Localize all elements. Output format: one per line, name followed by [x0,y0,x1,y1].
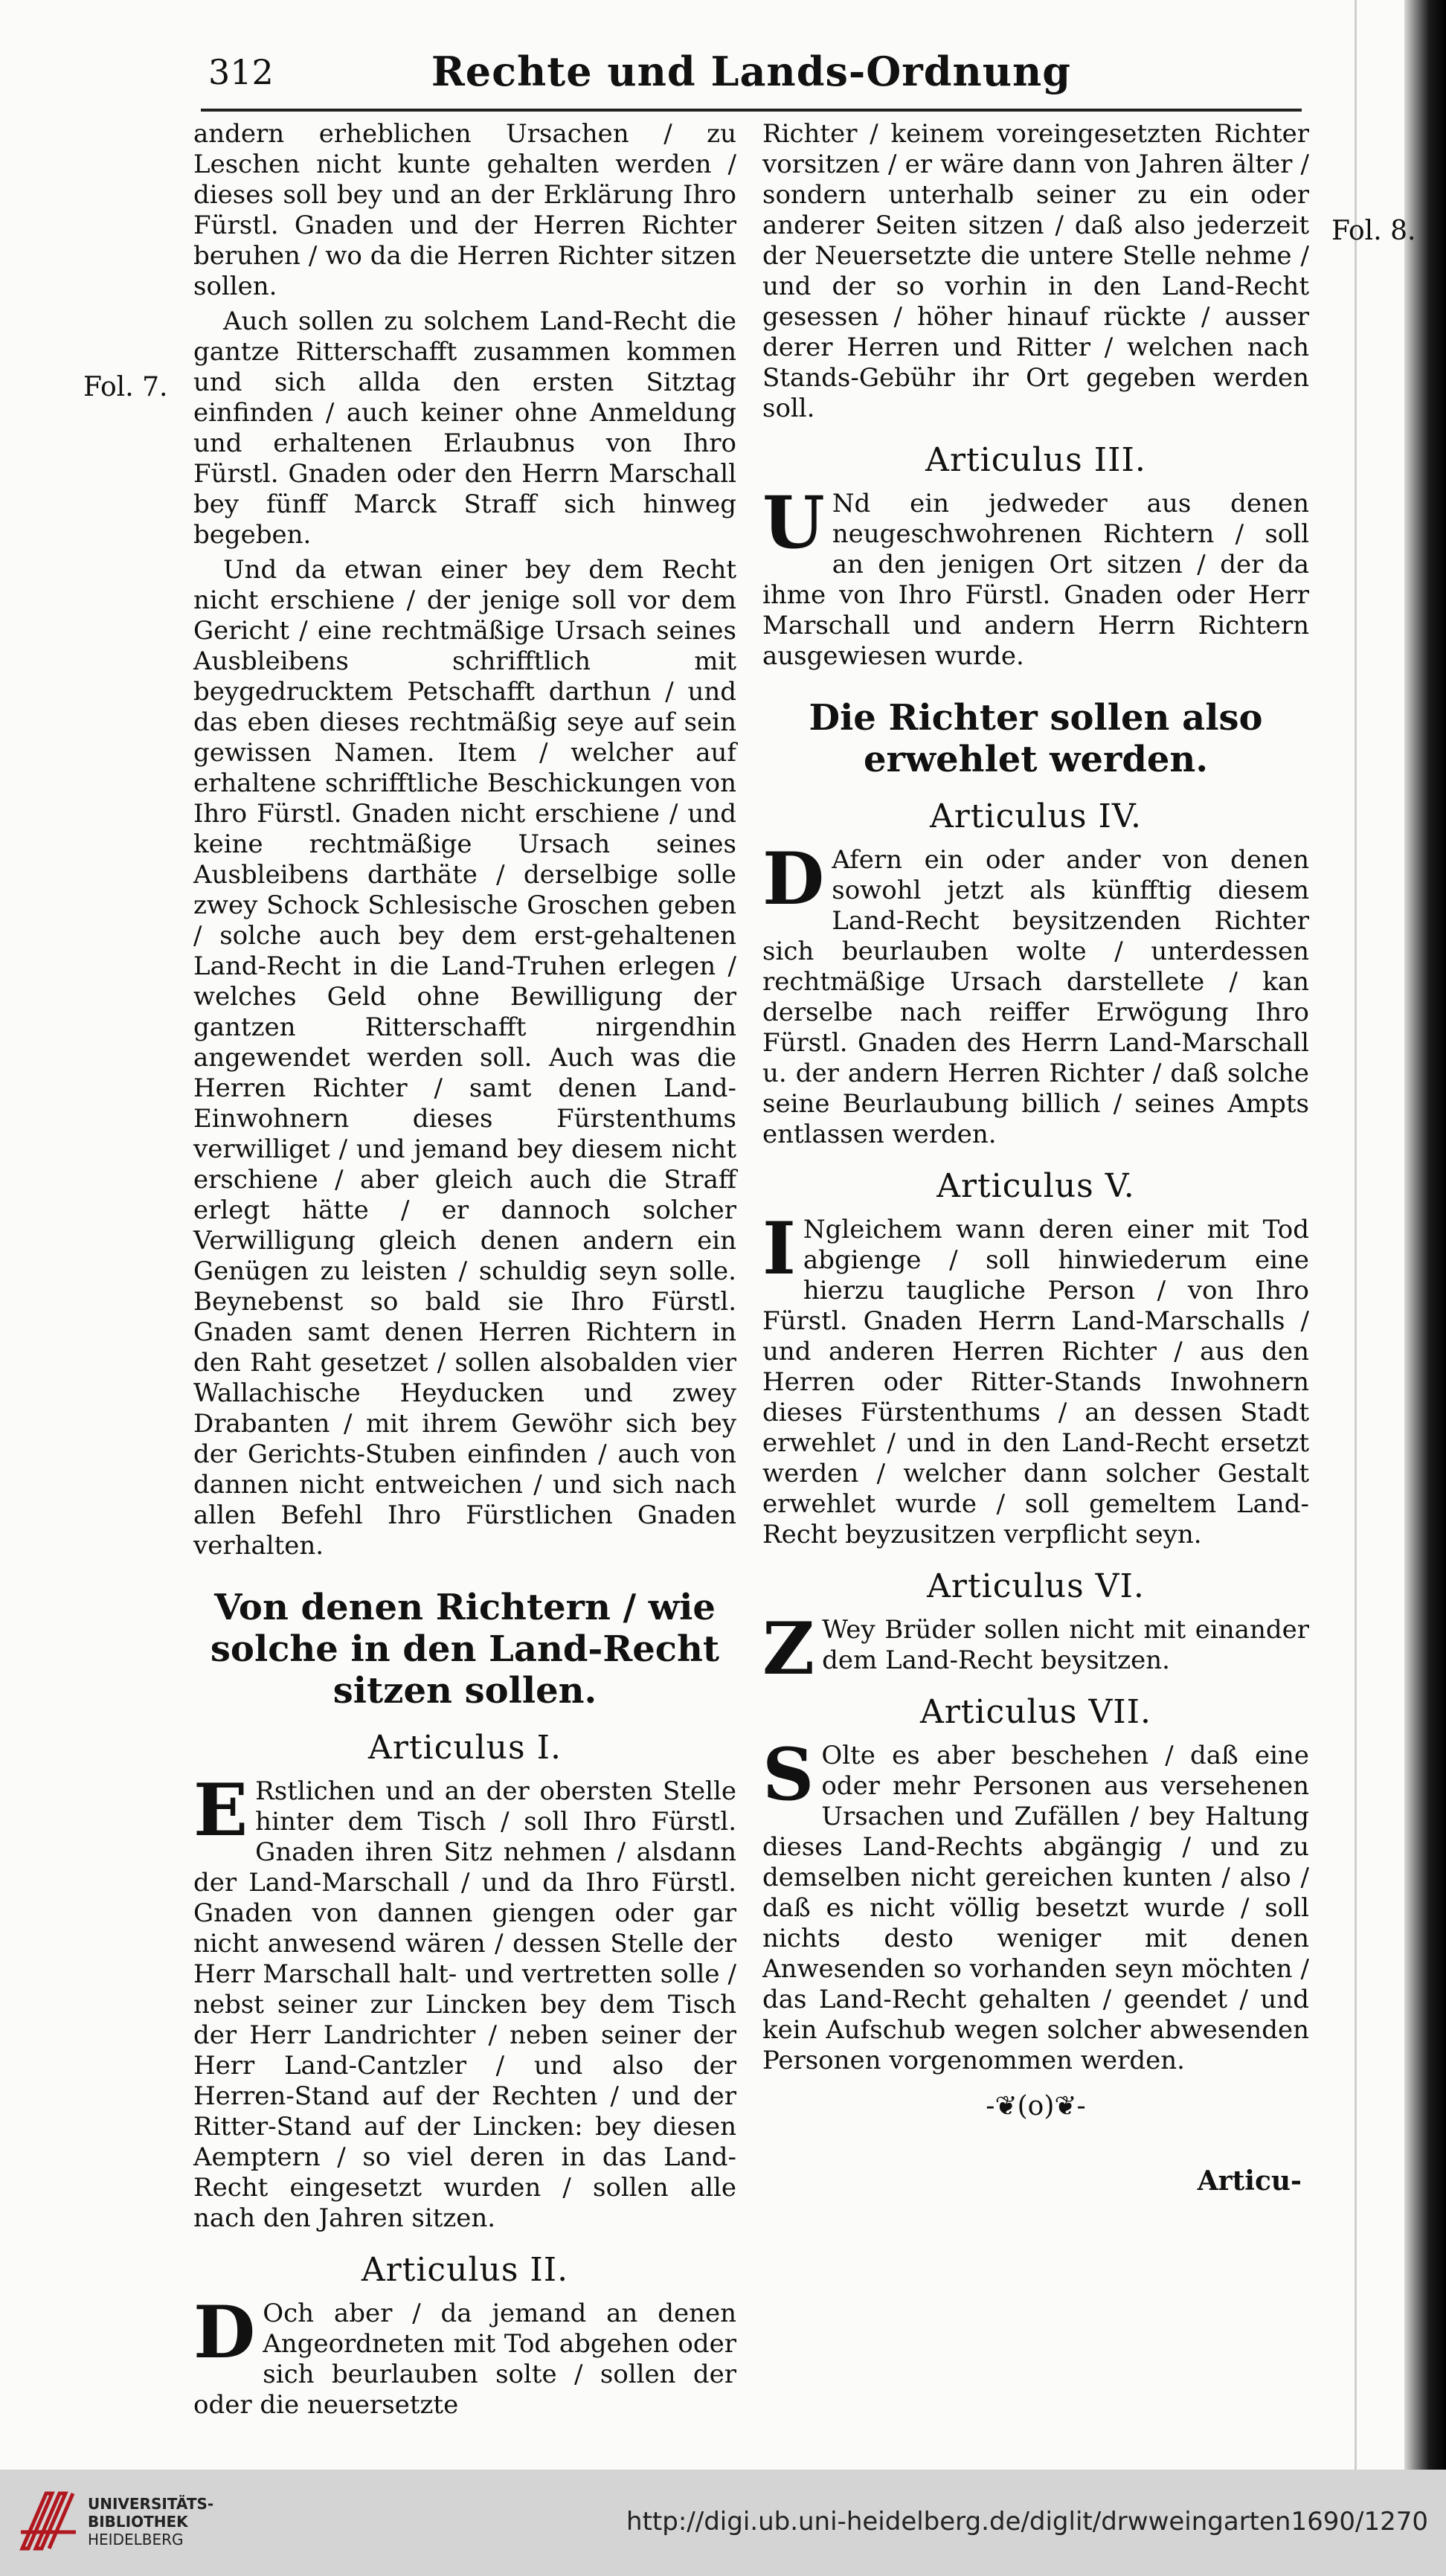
article-heading: Articulus III. [925,441,1146,479]
article-text [762,481,1309,672]
ornament: -❦(o)❦- [986,2091,1086,2121]
paragraph: Und da etwan einer bey dem Recht nicht erschiene / der jenige soll vor dem Gericht / eine rechtmäßige Ursach seines Ausbleibens schrifftlich mit beygedrucktem Petschafft darthun / und das eben dieses rechtmäßig seye auf sein gewissen Namen. Item / welcher auf erhaltene schrifftliche Beschickungen von Ihro Fürstl. Gnaden nicht erschiene / und keine rechtmäßige Ursach seines Ausbleibens darthäte / derselbige solle zwey Schock Schlesische Groschen geben / solche auch bey dem erst-gehaltenen Land-Recht in die Land-Truhen erlegen / welches Geld ohne Bewilligung der gantzen Ritterschafft nirgendhin angewendet werden soll. Auch was die Herren Richter / samt denen Land-Einwohnern dieses Fürstenthums verwilliget / und jemand bey diesem nicht erschiene / aber gleich auch die Straff erlegt hätte / er dannoch solcher Verwilligung gleich denen andern ein Genügen zu leisten / schuldig seyn solle. Beynebenst so bald sie Ihro Fürstl. Gnaden samt denen Herren Richtern in den Raht gesetzet / sollen alsobalden vier Wallachische Heyducken und zwey Drabanten / mit ihrem Gewöhr sich bey der Gerichts-Stuben einfinden / auch von dannen nicht entweichen / und sich nach allen Befehl Ihro Fürstlichen Gnaden verhalten. [193,555,736,1561]
article-heading: Articulus IV. [930,797,1142,835]
article-heading: Articulus I. [368,1729,562,1767]
logo-text-line: BIBLIOTHEK [88,2513,188,2531]
article-body: Afern ein oder ander von denen sowohl jetzt als künfftig diesem Land-Recht beysitzenden Richter sich beurlauben wolte / unterdessen rechtmäßige Ursach darstellete / kan derselbe nach reiffer Erwögung Ihro Fürstl. Gnaden des Herrn Land-Marschall u. der andern Herren Richter / daß solche seine Beurlaubung billich / seines Ampts entlassen werden. [762,845,1309,1149]
article-body: Olte es aber beschehen / daß eine oder mehr Personen aus versehenen Ursachen und Zufällen / bey Haltung dieses Land-Rechts abgängig / und zu demselben nicht gereichen kunten / also / daß es nicht völlig besetzt wurde / soll nichts desto weniger mit denen Anwesenden so vorhanden seyn möchten / das Land-Recht gehalten / geendet / und kein Aufschub wegen solcher abwesenden Personen vorgenommen werden. [762,1741,1309,2075]
drop-cap: U [762,481,825,565]
drop-cap: S [762,1732,814,1817]
running-head: Rechte und Lands-Ordnung [431,48,1072,95]
source-url-link[interactable]: http://digi.ub.uni-heidelberg.de/diglit/drwweingarten1690/1270 [626,2507,1428,2537]
left-column [193,119,736,2425]
page-edge-shadow [1404,0,1446,2470]
drop-cap: Z [762,1607,815,1691]
paragraph: Auch sollen zu solchem Land-Recht die gantze Ritterschafft zusammen kommen und sich allda den ersten Sitztag einfinden / auch keiner ohne Anmeldung und erhaltenen Erlaubnus von Ihro Fürstl. Gnaden oder den Herrn Marschall bey fünff Marck Straff sich hinweg begeben. [193,306,736,550]
article-heading: Articulus VII. [919,1693,1152,1731]
article-body: Nd ein jedweder aus denen neugeschwohrenen Richtern / soll an den jenigen Ort sitzen / der da ihme von Ihro Fürstl. Gnaden oder Herr Marschall und andern Herrn Richtern ausgewiesen wurde. [762,489,1309,671]
university-library-logo-icon [16,2487,80,2554]
article-text [193,1768,736,2234]
section-heading: Von denen Richtern / wie solche in den Land-Recht sitzen sollen. [210,1587,720,1712]
article-heading: Articulus V. [936,1167,1135,1205]
article-body: Wey Brüder sollen nicht mit einander dem Land-Recht beysitzen. [822,1615,1309,1675]
paragraph: Richter / keinem voreingesetzten Richter vorsitzen / er wäre dann von Jahren älter / sondern unterhalb seiner zu ein oder anderer Seiten sitzen / daß also jederzeit der Neuersetzte die untere Stelle nehme / und der so vorhin in den Land-Recht gesessen / höher hinauf rückte / ausser derer Herren und Ritter / welchen nach Stands-Gebühr ihr Ort gegeben werden soll. [762,119,1309,423]
drop-cap: D [762,837,825,921]
page-fold-line [1355,0,1357,2470]
article-text [193,2290,736,2421]
margin-note-left: Fol. 7. [83,372,168,402]
catchword: Articu- [1197,2165,1302,2197]
logo-text-line: UNIVERSITÄTS- [88,2495,214,2513]
article-text [762,1732,1309,2076]
article-text [762,1607,1309,1691]
margin-note-right: Fol. 8. [1331,216,1416,246]
right-column [762,119,1309,2197]
article-text [762,837,1309,1150]
viewer-footer [0,2470,1446,2576]
article-body: Rstlichen und an der obersten Stelle hinter dem Tisch / soll Ihro Fürstl. Gnaden ihren Sitz nehmen / alsdann der Land-Marschall / und da Ihro Fürstl. Gnaden von dannen giengen oder gar nicht anwesend wären / dessen Stelle der Herr Marschall halt- und vertretten solle / nebst seiner zur Lincken bey dem Tisch der Herr Landrichter / neben seiner der Herr Land-Cantzler / und also der Herren-Stand auf der Rechten / und der Ritter-Stand auf der Lincken: bey diesen Aemptern / so viel deren in das Land-Recht eingesetzt wurden / sollen alle nach den Jahren sitzen. [193,1776,736,2233]
article-text [762,1207,1309,1550]
article-body: Och aber / da jemand an denen Angeordneten mit Tod abgehen oder sich beurlauben solte / sollen der oder die neuersetzte [193,2299,736,2420]
header-rule [201,109,1302,112]
page-number: 312 [208,52,274,92]
logo-text [88,2495,213,2548]
article-heading: Articulus VI. [927,1567,1145,1605]
page-header [201,48,1302,104]
section-heading: Die Richter sollen also erwehlet werden. [809,697,1263,780]
article-body: Ngleichem wann deren einer mit Tod abgienge / soll hinwiederum eine hierzu taugliche Person / von Ihro Fürstl. Gnaden Herrn Land-Marschalls / und anderen Herren Richter / aus den Herren oder Ritter-Stands Inwohnern dieses Fürstenthums / an dessen Stadt erwehlet / und in den Land-Recht ersetzt werden / welcher dann solcher Gestalt erwehlet wurde / soll gemeltem Land-Recht beyzusitzen verpflicht seyn. [762,1215,1309,1549]
logo-text-line: HEIDELBERG [88,2531,184,2548]
drop-cap: I [762,1207,796,1291]
drop-cap: D [193,2290,256,2374]
drop-cap: E [193,1768,248,1852]
article-heading: Articulus II. [361,2251,569,2289]
paragraph: andern erheblichen Ursachen / zu Leschen nicht kunte gehalten werden / dieses soll bey und an der Erklärung Ihro Fürstl. Gnaden und der Herren Richter beruhen / wo da die Herren Richter sitzen sollen. [193,119,736,301]
